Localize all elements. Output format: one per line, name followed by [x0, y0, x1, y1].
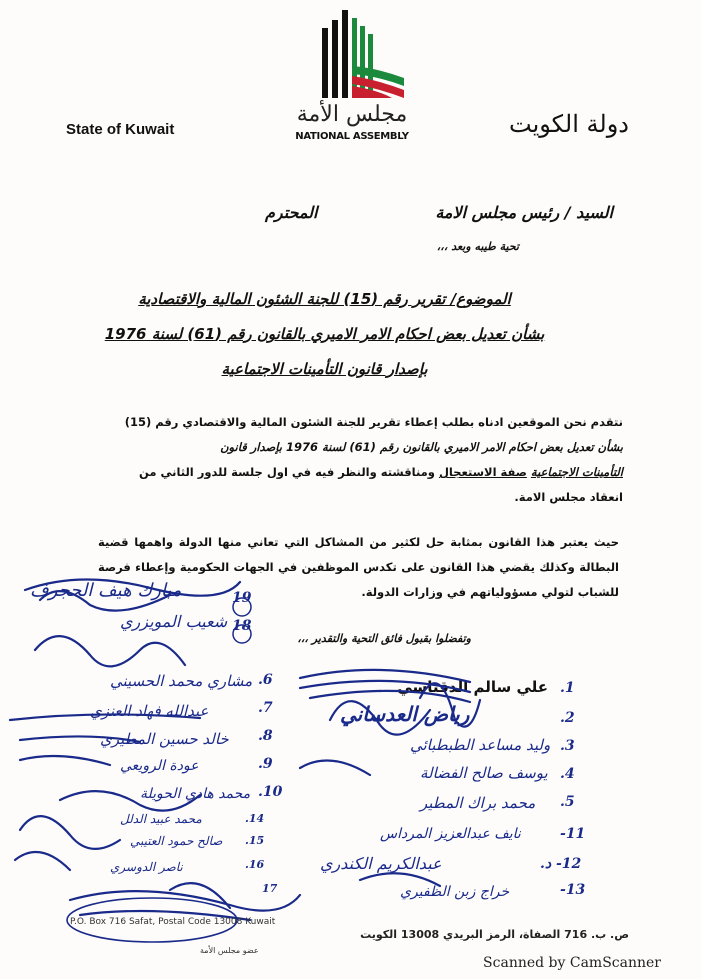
letter-body-paragraph-2: حيث يعتبر هذا القانون بمثابة حل لكثير من المشاكل التي تعاني منها الدولة واهمها قضية البطالة وكذلك يقضي هذا القانون على تكدس الموظفين في الجهات الحكومية وإعطاء فرصة للشباب لتولي مسؤولياتهم في وزارات الدولة. [98, 535, 619, 599]
recipient-line: السيد / رئيس مجلس الامة [435, 203, 613, 222]
handwritten-signature: شعيب المويزري [120, 612, 228, 631]
body-line-1: نتقدم نحن الموقعين ادناه بطلب إعطاء تقرير للجنة الشئون المالية والاقتصادي رقم (15) [124, 415, 623, 429]
body-line-3b: صفة الاستعجال [438, 465, 527, 479]
sig-number: 17 [262, 882, 278, 895]
state-name-english: State of Kuwait [66, 121, 175, 138]
sig-number: 3. [560, 738, 575, 754]
handwritten-signature: رياض العدساني [340, 702, 470, 726]
sig-number: 5. [560, 794, 575, 810]
assembly-name-english: NATIONAL ASSEMBLY [295, 131, 409, 142]
subject-line-3: بإصدار قانون التأمينات الاجتماعية [221, 360, 428, 378]
sig-number: 9. [258, 756, 273, 772]
footer-address-arabic: ص. ب. 716 الصفاة، الرمز البريدي 13008 الكويت [360, 928, 629, 941]
assembly-emblem-icon [292, 6, 412, 106]
body-line-2: بشأن تعديل بعض احكام الامر الاميري بالقانون رقم (61) لسنة 1976 بإصدار قانون [220, 440, 623, 454]
sig-number: 13- [560, 882, 586, 898]
handwritten-signature: نايف عبدالعزيز المرداس [380, 826, 521, 842]
national-assembly-logo [292, 6, 412, 106]
sig-number: 2. [560, 710, 575, 726]
handwritten-signature: مبارك هيف الحجرف [30, 580, 182, 601]
sig-number: 15. [245, 834, 265, 847]
scanner-watermark: Scanned by CamScanner [483, 955, 661, 971]
assembly-name-arabic: مجلس الأمة [296, 102, 408, 127]
handwritten-signature: يوسف صالح الفضالة [420, 764, 548, 782]
body-line-3 [86, 460, 623, 485]
sig-number: 18 [232, 618, 252, 634]
handwritten-signature: عبدالله فهاد العنزي [90, 702, 209, 720]
sig-number: 11- [560, 826, 586, 842]
sig-number: 1. [560, 680, 575, 696]
handwritten-signature: خراج زبن الظفيري [400, 884, 510, 900]
honorific: المحترم [265, 203, 318, 222]
handwritten-signature: عودة الرويعي [120, 758, 199, 774]
sig-number: 8. [258, 728, 273, 744]
handwritten-signature: محمد هادي الحويلة [140, 786, 251, 802]
first-signatory-name: علي سالم الدقباسي [397, 678, 548, 696]
closing-line: وتفضلوا بقبول فائق التحية والتقدير ،،، [297, 632, 471, 645]
sig-number: 10. [258, 784, 283, 800]
sig-number: 6. [258, 672, 273, 688]
handwritten-signature: صالح حمود العتيبي [130, 834, 223, 848]
body-line-3c: ومناقشته والنظر فيه في اول جلسة للدور الثاني من [139, 465, 435, 479]
handwritten-signature: وليد مساعد الطبطبائي [410, 736, 551, 754]
body-line-3a: التأمينات الاجتماعية [530, 465, 623, 479]
subject-line-1: الموضوع/ تقرير رقم (15) للجنة الشئون المالية والاقتصادية [138, 290, 511, 308]
member-stamp: عضو مجلس الأمة [200, 946, 259, 955]
handwritten-signature: خالد حسين المطيري [100, 730, 229, 748]
sig-number: 12- د. [540, 856, 582, 872]
sig-number: 7. [258, 700, 273, 716]
sig-number: 16. [245, 858, 265, 871]
handwritten-signature: مشاري محمد الحسيني [110, 672, 253, 690]
body-line-4: انعقاد مجلس الامة. [514, 490, 623, 504]
handwritten-signature: محمد عبيد الدلل [120, 812, 202, 826]
sig-number: 14. [245, 812, 265, 825]
handwritten-signature: محمد براك المطير [420, 794, 536, 812]
state-name-arabic: دولة الكويت [509, 110, 629, 138]
sig-number: 4. [560, 766, 575, 782]
handwritten-signature: عبدالكريم الكندري [320, 854, 442, 873]
sig-number: 19 [232, 590, 252, 606]
footer-address-english: P.O. Box 716 Safat, Postal Code 13008 Kuwait [70, 917, 276, 927]
greeting: تحية طيبه وبعد ،،، [436, 240, 519, 253]
letter-body [86, 410, 623, 510]
handwritten-signature: ناصر الدوسري [110, 860, 183, 874]
subject-line-2: بشأن تعديل بعض احكام الامر الاميري بالقانون رقم (61) لسنة 1976 [104, 325, 545, 343]
